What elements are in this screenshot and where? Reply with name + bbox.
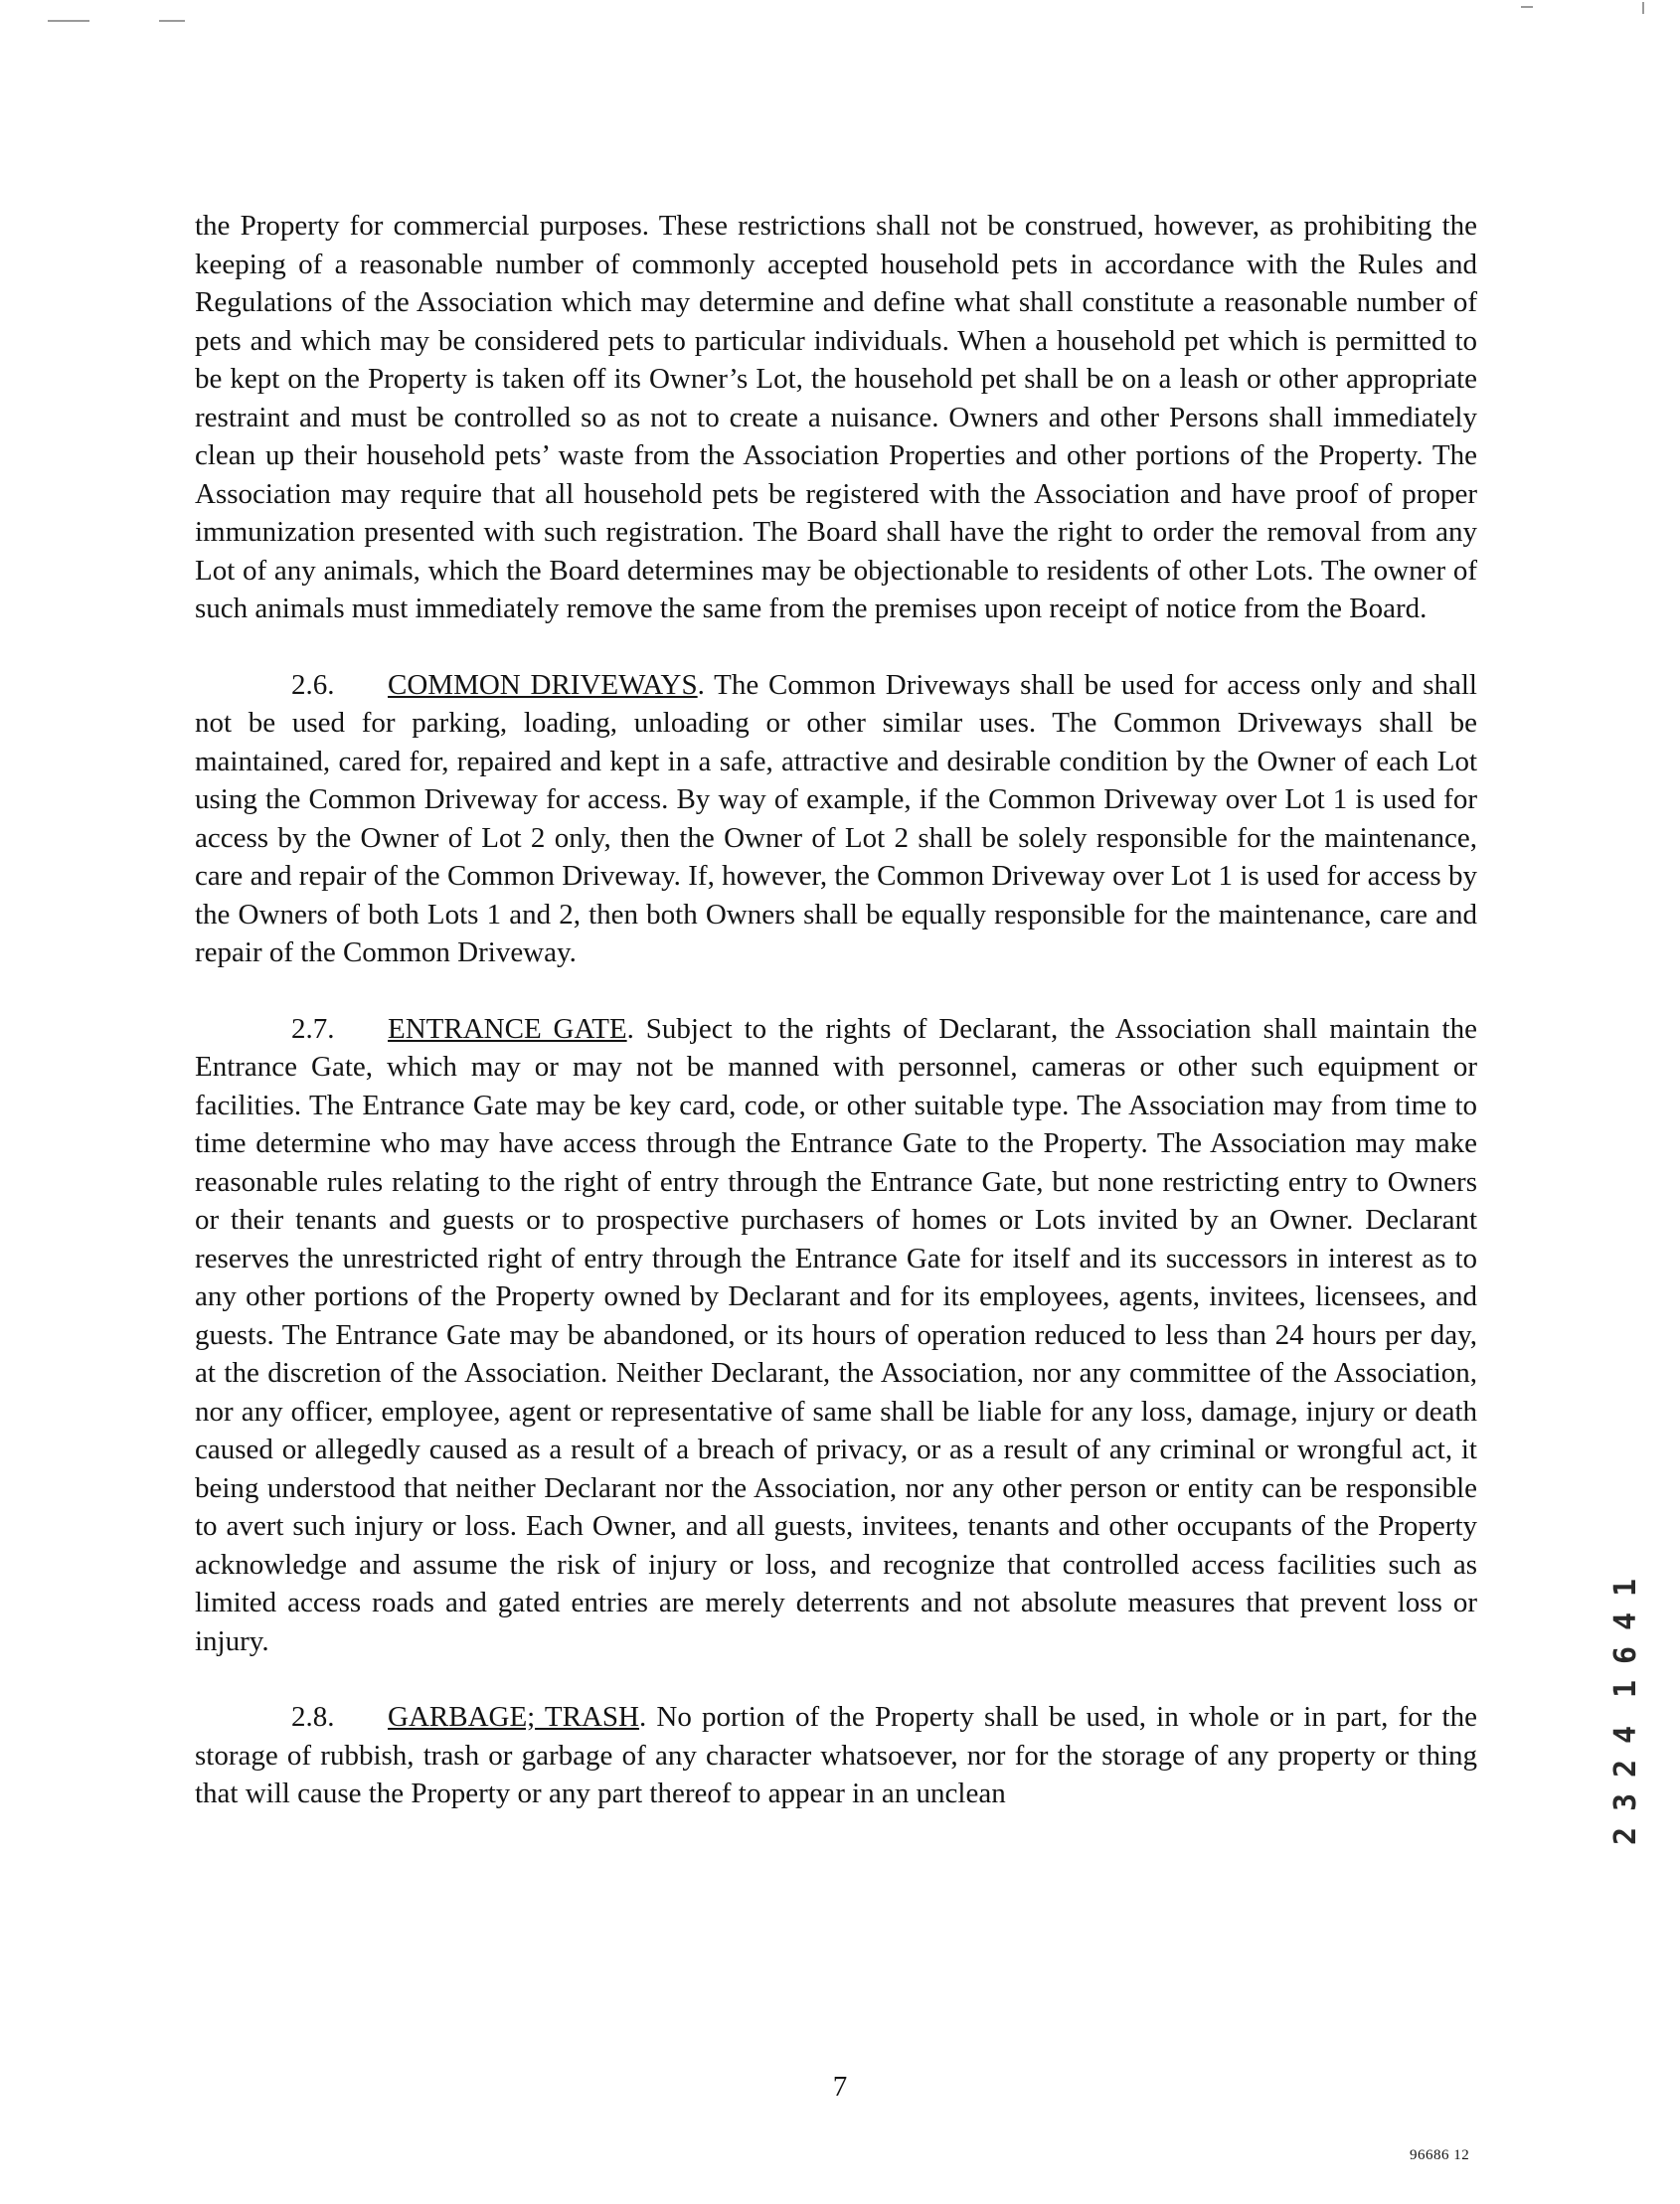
section-number: 2.6. <box>291 668 335 701</box>
document-id: 96686 12 <box>1410 2147 1470 2163</box>
section-number: 2.8. <box>291 1701 335 1733</box>
section-number: 2.7. <box>291 1012 335 1045</box>
section-2-7-entrance-gate <box>195 1010 1477 1661</box>
section-heading: GARBAGE; TRASH <box>388 1701 639 1733</box>
scan-artifact-line <box>1521 6 1533 8</box>
section-heading: ENTRANCE GATE <box>388 1012 627 1045</box>
paragraph-text: . No portion of the Property shall be used, in whole or in part, for the storage of rubbish, trash or garbage of any character whatsoever, nor for the storage of any property or thing that will cause the Property or any part thereof to appear in an unclean <box>195 1701 1477 1809</box>
paragraph-text: . The Common Driveways shall be used for access only and shall not be used for parking, loading, unloading or other similar uses. The Common Driveways shall be maintained, cared for, repaired and kept in a safe, attractive and desirable condition by the Owner of each Lot using the Common Driveway for access. By way of example, if the Common Driveway over Lot 1 is used for access by the Owner of Lot 2 only, then the Owner of Lot 2 shall be solely responsible for the maintenance, care and repair of the Common Driveway. If, however, the Common Driveway over Lot 1 is used for access by the Owners of both Lots 1 and 2, then both Owners shall be equally responsible for the maintenance, care and repair of the Common Driveway. <box>195 668 1477 968</box>
page-number: 7 <box>832 2071 848 2103</box>
paragraph-text: . Subject to the rights of Declarant, the Association shall maintain the Entrance Gate, which may or may not be manned with personnel, cameras or other such equipment or facilities. The Entrance Gate may be key card, code, or other suitable type. The Association may from time to time determine who may have access through the Entrance Gate to the Property. The Association may make reasonable rules relating to the right of entry through the Entrance Gate, but none restricting entry to Owners or their tenants and guests or to prospective purchasers of homes or Lots invited by an Owner. Declarant reserves the unrestricted right of entry through the Entrance Gate for itself and its successors in interest as to any other portions of the Property owned by Declarant and for its employees, agents, invitees, licensees, and guests. The Entrance Gate may be abandoned, or its hours of operation reduced to less than 24 hours per day, at the discretion of the Association. Neither Declarant, the Association, nor any committee of the Association, nor any officer, employee, agent or representative of same shall be liable for any loss, damage, injury or death caused or allegedly caused as a result of a breach of privacy, or as a result of any criminal or wrongful act, it being understood that neither Declarant nor the Association, nor any other person or entity can be responsible to avert such injury or loss. Each Owner, and all guests, invitees, tenants and other occupants of the Property acknowledge and assume the risk of injury or loss, and recognize that controlled access facilities such as limited access roads and gated entries are merely deterrents and not absolute measures that prevent loss or injury. <box>195 1012 1477 1657</box>
scan-artifact-line <box>159 20 185 22</box>
paragraph-continuation <box>195 207 1477 628</box>
stamp-number-bottom: 4 2 3 2 <box>1608 1725 1643 1846</box>
section-heading: COMMON DRIVEWAYS <box>388 668 698 701</box>
scan-artifact-line <box>48 20 89 22</box>
section-2-6-common-driveways <box>195 666 1477 972</box>
scan-artifact-line <box>1642 2 1644 14</box>
document-body <box>195 207 1477 1851</box>
stamp-number-top: 1 4 6 1 <box>1608 1578 1643 1699</box>
section-2-8-garbage-trash <box>195 1698 1477 1813</box>
paragraph-text: the Property for commercial purposes. These restrictions shall not be construed, however, as prohibiting the keeping of a reasonable number of commonly accepted household pets in accordance with the Rules and Regulations of the Association which may determine and define what shall constitute a reasonable number of pets and which may be considered pets to particular individuals. When a household pet which is permitted to be kept on the Property is taken off its Owner’s Lot, the household pet shall be on a leash or other appropriate restraint and must be controlled so as not to create a nuisance. Owners and other Persons shall immediately clean up their household pets’ waste from the Association Properties and other portions of the Property. The Association may require that all household pets be registered with the Association and have proof of proper immunization presented with such registration. The Board shall have the right to order the removal from any Lot of any animals, which the Board determines may be objectionable to residents of other Lots. The owner of such animals must immediately remove the same from the premises upon receipt of notice from the Board. <box>195 210 1477 624</box>
recording-stamp <box>1606 1571 1646 1865</box>
